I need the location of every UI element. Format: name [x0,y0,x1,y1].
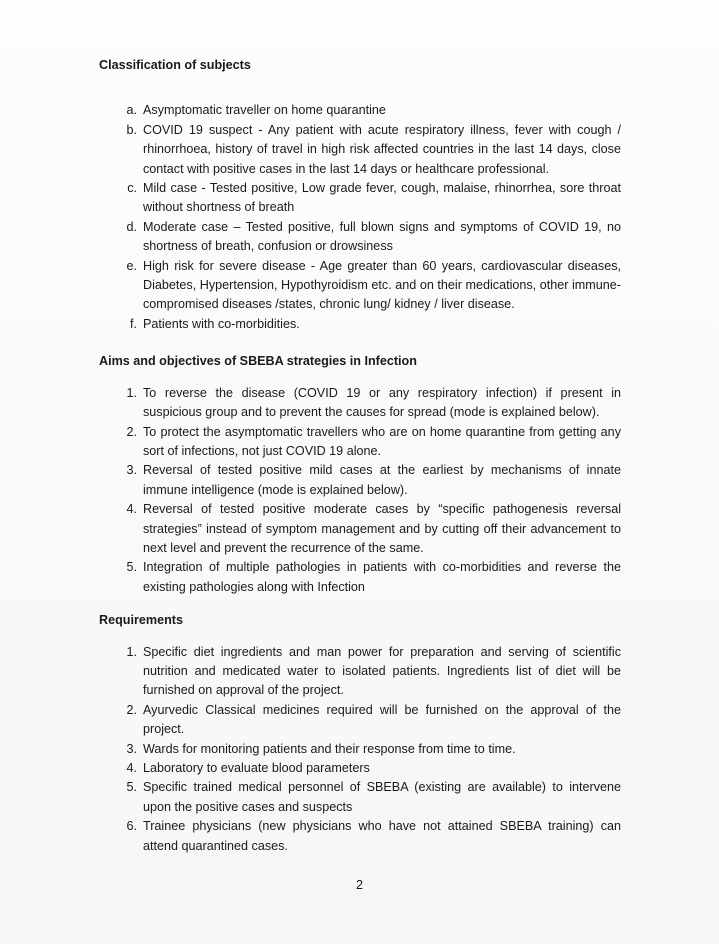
list-item-marker: 1. [126,385,137,400]
list-item [99,101,621,120]
list-item [99,461,621,500]
list-item [99,759,621,778]
list-item-text: Reversal of tested positive mild cases at the earliest by mechanisms of innate immune intelligence (mode is explained below). [143,463,621,497]
page-number: 2 [355,878,363,892]
aims-heading: Aims and objectives of SBEBA strategies in Infection [99,354,417,369]
list-item [99,121,621,179]
list-item [99,817,621,856]
list-item-marker: c. [127,181,137,196]
list-item-marker: d. [126,219,137,234]
list-item-marker: 3. [126,463,137,478]
list-item-text: Trainee physicians (new physicians who have not attained SBEBA training) can attend quarantined cases. [143,819,621,853]
list-item-text: Patients with co-morbidities. [143,316,300,331]
list-item [99,778,621,817]
list-item [99,500,621,558]
list-item [99,740,621,759]
list-item-marker: 3. [126,741,137,756]
list-item-marker: 5. [126,560,137,575]
list-item-marker: 1. [126,644,137,659]
list-item [99,315,621,334]
list-item-text: To protect the asymptomatic travellers who are on home quarantine from getting any sort of infections, not just COVID 19 alone. [143,424,621,458]
list-item-text: Integration of multiple pathologies in patients with co-morbidities and reverse the existing pathologies along with Infection [143,560,621,594]
requirements-heading: Requirements [99,613,183,628]
list-item-text: Ayurvedic Classical medicines required will be furnished on the approval of the project. [143,702,621,737]
list-item-marker: 2. [126,702,137,717]
list-item [99,423,621,462]
list-item-marker: a. [126,103,137,118]
aims-list [99,384,621,597]
list-item-text: To reverse the disease (COVID 19 or any respiratory infection) if present in suspicious group and to prevent the causes for spread (mode is explained below). [143,385,621,420]
list-item [99,257,621,315]
list-item-marker: 2. [126,424,137,439]
list-item-marker: 5. [126,780,137,795]
list-item-text: Specific trained medical personnel of SBEBA (existing are available) to intervene upon the positive cases and suspects [143,780,621,814]
list-item-text: Reversal of tested positive moderate cases by “specific pathogenesis reversal strategies” instead of symptom management and by cutting off their advancement to next level and prevent the recurrence of the same. [143,502,621,555]
list-item [99,179,621,218]
list-item-marker: f. [130,316,137,331]
requirements-list [99,643,621,856]
list-item-marker: e. [126,258,137,273]
list-item-text: Specific diet ingredients and man power for preparation and serving of scientific nutrition and medicated water to isolated patients. Ingredients list of diet will be furnished on approval of the project. [143,644,621,698]
list-item-marker: 4. [126,761,137,775]
list-item-marker: b. [126,122,137,137]
list-item-text: Asymptomatic traveller on home quarantine [143,103,386,118]
list-item-marker: 6. [126,819,137,834]
list-item-text: Mild case - Tested positive, Low grade fever, cough, malaise, rhinorrhea, sore throat without shortness of breath [143,181,621,215]
list-item-text: High risk for severe disease - Age greater than 60 years, cardiovascular diseases, Diabetes, Hypertension, Hypothyroidism etc. and on their medications, other immune-compromised diseases /states, chronic lung/ kidney / liver disease. [143,258,621,312]
classification-list [99,101,621,334]
page-content [99,56,621,856]
list-item [99,218,621,257]
list-item [99,701,621,740]
list-item [99,558,621,597]
list-item-text: Wards for monitoring patients and their response from time to time. [143,741,516,756]
list-item [99,384,621,423]
list-item-text: Laboratory to evaluate blood parameters [143,761,370,775]
list-item-marker: 4. [126,502,137,517]
list-item-text: COVID 19 suspect - Any patient with acute respiratory illness, fever with cough / rhinorrhoea, history of travel in high risk affected countries in the last 14 days, close contact with positive cases in the last 14 days or healthcare professional. [143,122,621,176]
classification-heading: Classification of subjects [99,58,251,72]
list-item [99,643,621,701]
list-item-text: Moderate case – Tested positive, full blown signs and symptoms of COVID 19, no shortness of breath, confusion or drowsiness [143,219,621,254]
